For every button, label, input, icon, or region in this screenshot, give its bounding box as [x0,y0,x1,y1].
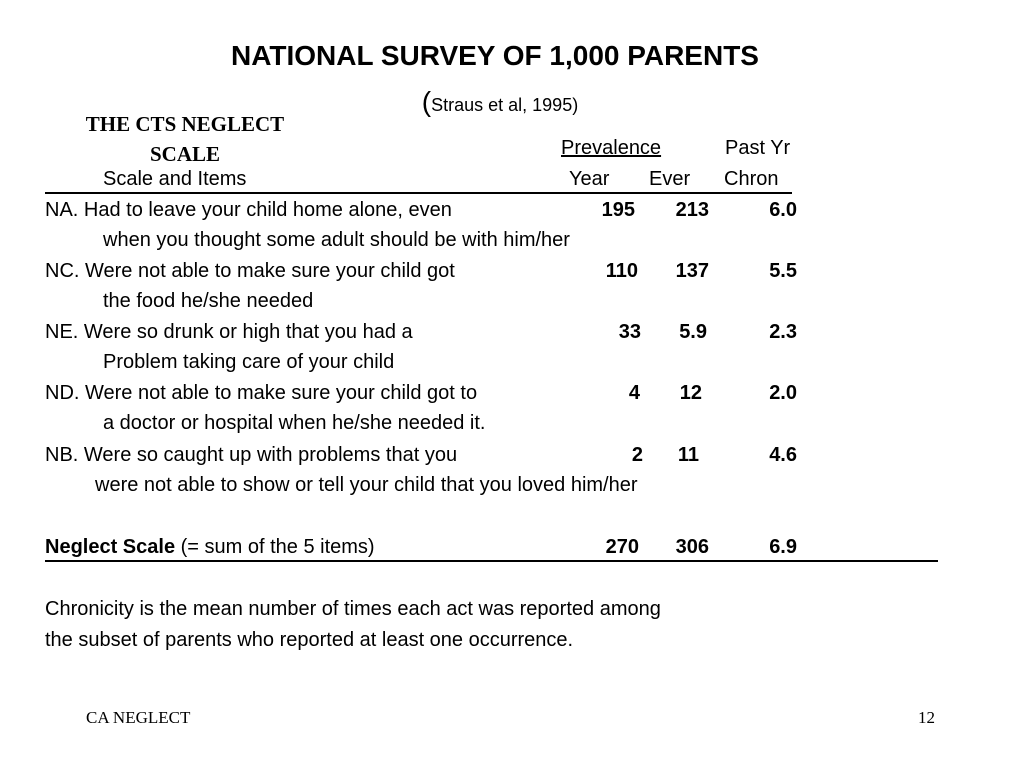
chron-value: 6.0 [769,199,797,221]
item-text-line2: were not able to show or tell your child that you loved him/her [95,474,638,496]
ever-value: 137 [675,260,709,282]
scale-total-text [45,536,375,559]
header-prevalence: Prevalence [561,137,662,159]
citation-text: Straus et al, 1995) [431,95,579,115]
item-text-line2: Problem taking care of your child [103,351,395,373]
item-text-line1: NC. Were not able to make sure your child got [45,260,455,282]
footnote-line1: Chronicity is the mean number of times each act was reported among [45,598,661,620]
scale-title-line1: THE CTS NEGLECT [85,112,285,136]
ever-value: 12 [679,382,702,404]
header-year: Year [569,168,610,190]
item-text-line1: NB. Were so caught up with problems that you [45,444,458,466]
page-number: 12 [918,708,935,727]
header-past-yr: Past Yr [725,137,791,159]
footer-label: CA NEGLECT [86,708,191,727]
total-ever-value: 306 [675,536,709,558]
item-text-line1: ND. Were not able to make sure your child got to [45,382,478,404]
ever-value: 213 [675,199,709,221]
scale-total-note: (= sum of the 5 items) [175,536,375,558]
item-text-line1: NA. Had to leave your child home alone, even [45,199,452,221]
scale-total-label: Neglect Scale [45,536,176,558]
header-rule [45,192,792,194]
citation-open-paren: ( [421,86,432,117]
scale-title-line2: SCALE [149,142,221,166]
year-value: 33 [618,321,641,343]
header-chron: Chron [724,168,779,190]
year-value: 110 [605,260,638,282]
year-value: 2 [631,444,643,466]
scale-total-rule [45,560,938,562]
year-value: 4 [628,382,640,404]
chron-value: 2.0 [769,382,797,404]
footnote-line2: the subset of parents who reported at least one occurrence. [45,629,574,651]
page-title: NATIONAL SURVEY OF 1,000 PARENTS [231,40,759,71]
chron-value: 4.6 [769,444,797,466]
year-value: 195 [601,199,635,221]
chron-value: 5.5 [769,260,797,282]
item-text-line2: a doctor or hospital when he/she needed it. [103,412,486,434]
header-ever: Ever [649,168,691,190]
item-text-line2: when you thought some adult should be with him/her [103,229,570,251]
item-text-line2: the food he/she needed [103,290,314,312]
total-year-value: 270 [605,536,639,558]
ever-value: 11 [677,444,699,466]
chron-value: 2.3 [769,321,797,343]
header-scale-items: Scale and Items [103,168,247,190]
item-text-line1: NE. Were so drunk or high that you had a [45,321,413,343]
ever-value: 5.9 [679,321,707,343]
total-chron-value: 6.9 [769,536,797,558]
